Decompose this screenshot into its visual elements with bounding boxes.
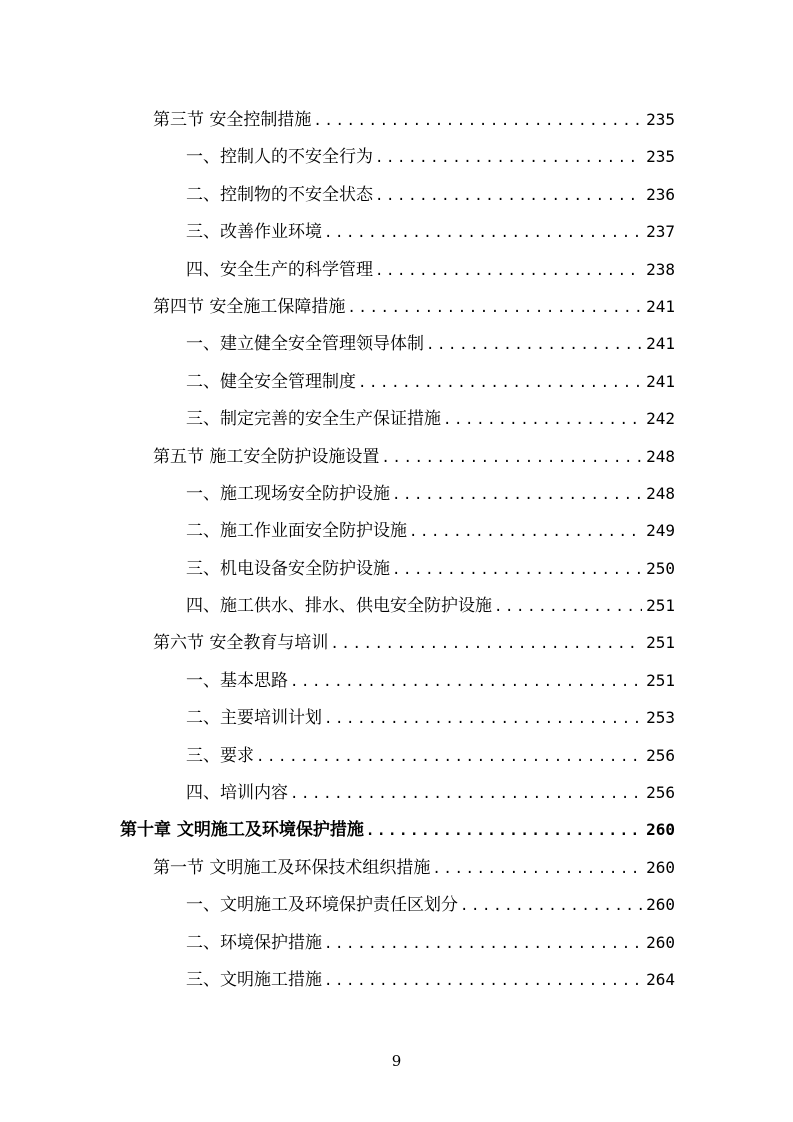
- toc-row[interactable]: [0, 587, 793, 624]
- toc-row[interactable]: [0, 213, 793, 250]
- dot-leader: [330, 626, 642, 663]
- toc-entry-page: 260: [646, 932, 675, 952]
- toc-entry-title: 三、机电设备安全防护设施: [186, 558, 390, 579]
- page-number: 9: [391, 1052, 402, 1070]
- toc-entry-page: 235: [646, 110, 675, 129]
- dot-leader: [375, 178, 642, 215]
- toc-entry-page: 248: [646, 446, 675, 466]
- toc-entry-title: 二、环境保护措施: [186, 932, 322, 953]
- dot-leader: [460, 888, 642, 925]
- toc-row[interactable]: [0, 737, 793, 774]
- toc-entry-page: 264: [646, 969, 675, 989]
- toc-entry-title: 三、文明施工措施: [186, 969, 322, 990]
- toc-entry-page: 248: [646, 483, 675, 503]
- toc-entry-title: 二、主要培训计划: [186, 708, 322, 729]
- toc-row[interactable]: [0, 512, 793, 549]
- toc-entry-page: 253: [646, 708, 675, 728]
- toc-entry-page: 241: [646, 334, 675, 354]
- dot-leader: [432, 851, 642, 888]
- toc-row[interactable]: [0, 774, 793, 811]
- toc-entry-page: 241: [646, 371, 675, 391]
- dot-leader: [409, 514, 642, 551]
- toc-entry-title: 三、改善作业环境: [186, 222, 322, 243]
- toc-row[interactable]: [0, 176, 793, 213]
- toc-entry-page: 242: [646, 409, 675, 429]
- toc-row[interactable]: [0, 662, 793, 699]
- toc-row[interactable]: [0, 961, 793, 998]
- toc-row[interactable]: [0, 699, 793, 736]
- dot-leader: [366, 813, 642, 850]
- toc-row[interactable]: [0, 550, 793, 587]
- toc-entry-page: 235: [646, 147, 675, 167]
- dot-leader: [347, 290, 642, 327]
- toc-entry-title: 一、基本思路: [186, 670, 288, 691]
- dot-leader: [324, 215, 642, 252]
- toc-entry-title: 四、施工供水、排水、供电安全防护设施: [186, 596, 492, 617]
- toc-entry-page: 237: [646, 222, 675, 242]
- dot-leader: [358, 365, 642, 402]
- toc-row[interactable]: [0, 138, 793, 175]
- toc-row[interactable]: [0, 288, 793, 325]
- dot-leader: [290, 776, 642, 813]
- toc-entry-page: 241: [646, 296, 675, 316]
- dot-leader: [494, 589, 642, 626]
- toc-entry-page: 256: [646, 745, 675, 765]
- toc-entry-title: 四、安全生产的科学管理: [186, 259, 373, 280]
- toc-entry-title: 一、控制人的不安全行为: [186, 147, 373, 168]
- dot-leader: [443, 402, 642, 439]
- dot-leader: [392, 477, 642, 514]
- dot-leader: [392, 552, 642, 589]
- dot-leader: [375, 140, 642, 177]
- toc-row[interactable]: [0, 811, 793, 848]
- dot-leader: [426, 327, 642, 364]
- toc-entry-title: 一、建立健全安全管理领导体制: [186, 334, 424, 355]
- toc-entry-title: 第一节 文明施工及环保技术组织措施: [153, 857, 431, 878]
- toc-row[interactable]: [0, 475, 793, 512]
- toc-entry-title: 第三节 安全控制措施: [153, 110, 312, 130]
- toc-entry-title: 第十章 文明施工及环境保护措施: [120, 820, 364, 841]
- toc-entry-title: 四、培训内容: [186, 783, 288, 804]
- toc-row[interactable]: [0, 251, 793, 288]
- toc-row[interactable]: [0, 363, 793, 400]
- dot-leader: [324, 926, 642, 963]
- toc-entry-page: 238: [646, 259, 675, 279]
- toc-entry-title: 第四节 安全施工保障措施: [153, 296, 346, 317]
- toc-entry-title: 第六节 安全教育与培训: [153, 633, 329, 654]
- toc-entry-page: 251: [646, 596, 675, 616]
- toc-entry-title: 一、施工现场安全防护设施: [186, 483, 390, 504]
- dot-leader: [375, 253, 642, 290]
- toc-entry-page: 249: [646, 521, 675, 541]
- toc-entry-page: 251: [646, 670, 675, 690]
- toc-entry-page: 250: [646, 558, 675, 578]
- toc-entry-title: 二、健全安全管理制度: [186, 371, 356, 392]
- dot-leader: [381, 440, 642, 477]
- toc-entry-title: 二、施工作业面安全防护设施: [186, 521, 407, 542]
- dot-leader: [313, 103, 642, 140]
- toc-entry-page: 256: [646, 783, 675, 803]
- toc-entry-title: 第五节 施工安全防护设施设置: [153, 446, 380, 467]
- dot-leader: [324, 701, 642, 738]
- toc-row[interactable]: [0, 400, 793, 437]
- toc-row[interactable]: [0, 325, 793, 362]
- toc-entry-title: 二、控制物的不安全状态: [186, 184, 373, 205]
- table-of-contents: [0, 101, 793, 998]
- toc-row[interactable]: [0, 101, 793, 138]
- toc-row[interactable]: [0, 924, 793, 961]
- toc-entry-title: 三、要求: [186, 745, 254, 766]
- toc-entry-title: 三、制定完善的安全生产保证措施: [186, 409, 441, 430]
- toc-row[interactable]: [0, 438, 793, 475]
- toc-entry-title: 一、文明施工及环境保护责任区划分: [186, 895, 458, 916]
- toc-entry-page: 251: [646, 633, 675, 653]
- toc-entry-page: 236: [646, 184, 675, 204]
- dot-leader: [324, 963, 642, 1000]
- toc-entry-page: 260: [646, 895, 675, 915]
- toc-entry-page: 260: [646, 857, 675, 877]
- dot-leader: [256, 739, 642, 776]
- toc-row[interactable]: [0, 886, 793, 923]
- toc-row[interactable]: [0, 624, 793, 661]
- toc-entry-page: 260: [646, 820, 675, 840]
- toc-row[interactable]: [0, 849, 793, 886]
- dot-leader: [290, 664, 642, 701]
